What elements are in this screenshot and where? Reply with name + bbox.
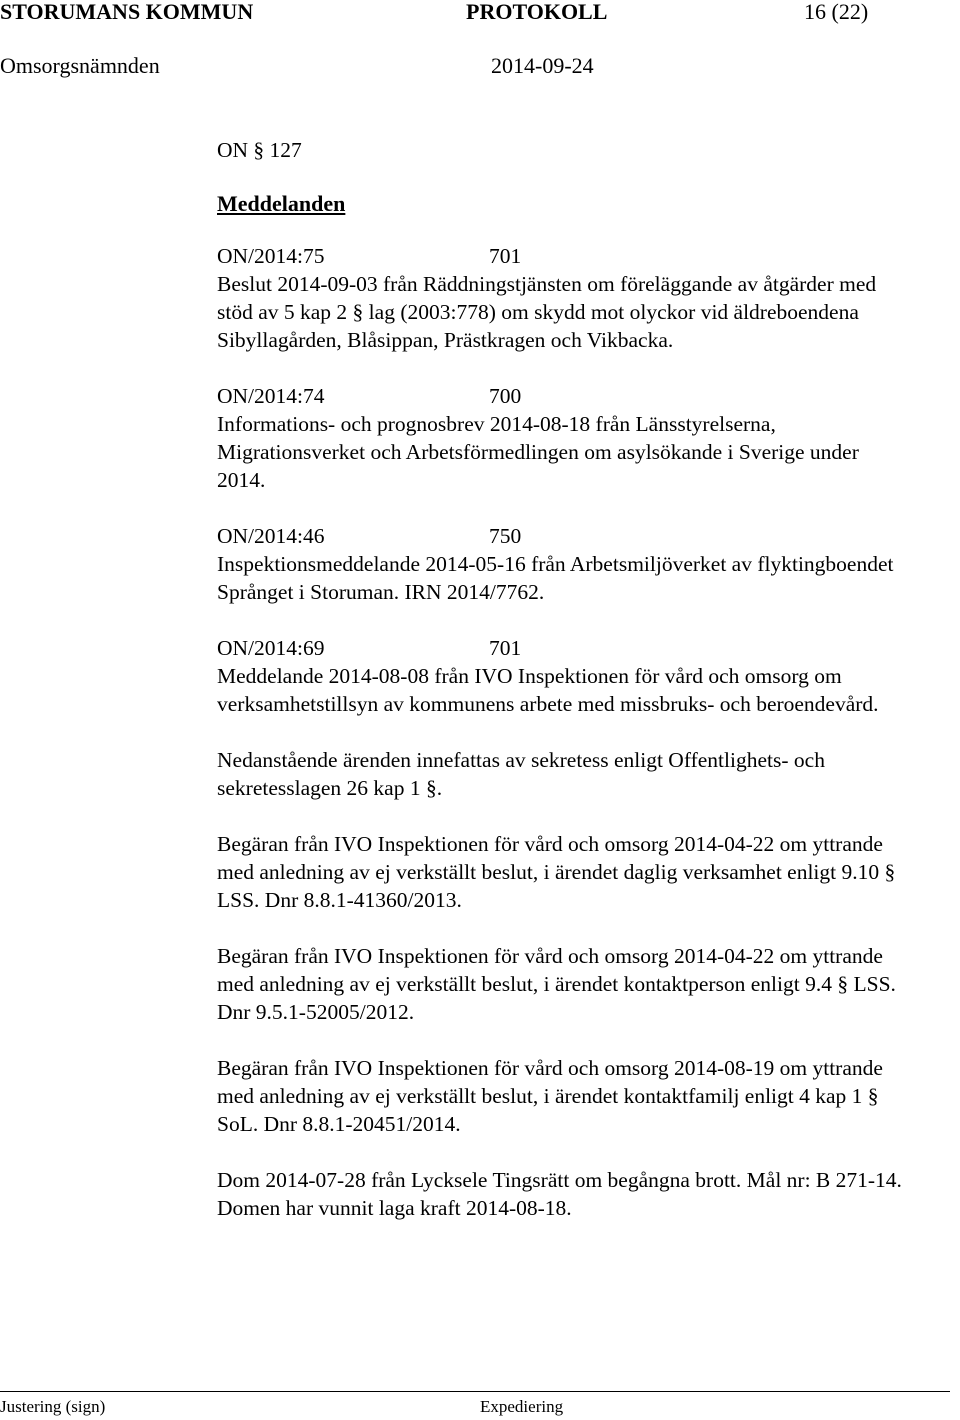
- organization-name: STORUMANS KOMMUN: [0, 0, 254, 24]
- document-type: PROTOKOLL: [466, 0, 608, 24]
- confidential-item: Begäran från IVO Inspektionen för vård och omsorg 2014-04-22 om yttrande med anledning av ej verkställt beslut, i ärendet kontaktperson enligt 9.4 § LSS. Dnr 9.5.1-52005/2012.: [217, 944, 896, 1024]
- message-item: [217, 242, 907, 354]
- paragraph-number: ON § 127: [217, 138, 302, 162]
- case-reference: ON/2014:69: [217, 636, 325, 660]
- message-item-header: [217, 634, 907, 662]
- confidential-item: Begäran från IVO Inspektionen för vård och omsorg 2014-04-22 om yttrande med anledning av ej verkställt beslut, i ärendet daglig verksamhet enligt 9.10 § LSS. Dnr 8.8.1-41360/2013.: [217, 832, 896, 912]
- archive-code: 701: [489, 244, 522, 268]
- message-description: Beslut 2014-09-03 från Räddningstjänsten om föreläggande av åtgärder med stöd av 5 kap 2 § lag (2003:778) om skydd mot olyckor vid äldreboendena Sibyllagården, Blåsippan, Prästkragen och Vikbacka.: [217, 272, 877, 352]
- archive-code: 701: [489, 636, 522, 660]
- message-description: Inspektionsmeddelande 2014-05-16 från Arbetsmiljöverket av flyktingboendet Språnget i Storuman. IRN 2014/7762.: [217, 552, 894, 604]
- page-number: 16 (22): [804, 0, 869, 24]
- secrecy-note: Nedanstående ärenden innefattas av sekretess enligt Offentlighets- och sekretesslagen 26 kap 1 §.: [217, 748, 825, 800]
- message-item-header: [217, 522, 907, 550]
- message-item: [217, 634, 907, 718]
- justification-label: Justering (sign): [0, 1397, 106, 1416]
- case-reference: ON/2014:46: [217, 524, 325, 548]
- meeting-date: 2014-09-24: [491, 53, 594, 78]
- court-ruling-item: Dom 2014-07-28 från Lycksele Tingsrätt om begångna brott. Mål nr: B 271-14. Domen har vunnit laga kraft 2014-08-18.: [217, 1168, 902, 1220]
- message-item: [217, 382, 907, 494]
- archive-code: 750: [489, 524, 522, 548]
- section-title: Meddelanden: [217, 191, 346, 216]
- dispatch-label: Expediering: [480, 1397, 564, 1416]
- footer-divider: [0, 1391, 950, 1392]
- message-description: Informations- och prognosbrev 2014-08-18 från Länsstyrelserna, Migrationsverket och Arbetsförmedlingen om asylsökande i Sverige under 2014.: [217, 412, 859, 492]
- message-description: Meddelande 2014-08-08 från IVO Inspektionen för vård och omsorg om verksamhetstillsyn av kommunens arbete med missbruks- och beroendevård.: [217, 664, 879, 716]
- case-reference: ON/2014:74: [217, 384, 325, 408]
- case-reference: ON/2014:75: [217, 244, 325, 268]
- message-item: [217, 522, 907, 606]
- protocol-body: [217, 136, 907, 1250]
- archive-code: 700: [489, 384, 522, 408]
- board-name: Omsorgsnämnden: [0, 53, 160, 78]
- message-item-header: [217, 382, 907, 410]
- message-item-header: [217, 242, 907, 270]
- confidential-item: Begäran från IVO Inspektionen för vård och omsorg 2014-08-19 om yttrande med anledning av ej verkställt beslut, i ärendet kontaktfamilj enligt 4 kap 1 § SoL. Dnr 8.8.1-20451/2014.: [217, 1056, 883, 1136]
